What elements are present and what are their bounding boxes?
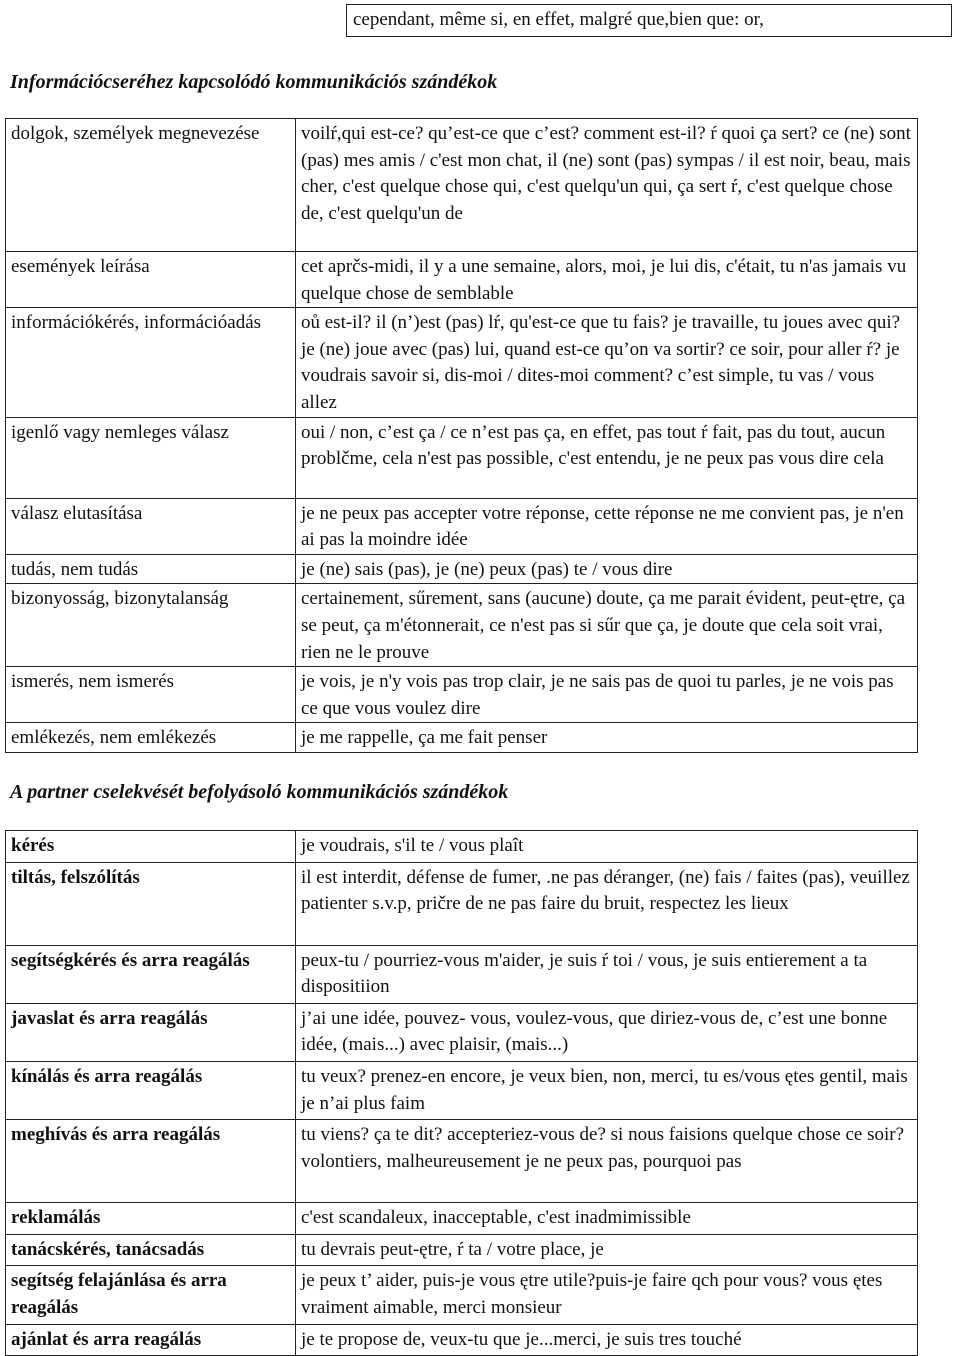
row-label: válasz elutasítása	[6, 498, 296, 554]
table-row	[6, 252, 918, 308]
row-text: certainement, sűrement, sans (aucune) doute, ça me parait évident, peut-ętre, ça se peut, ça m'étonnerait, ce n'est pas si sűr que ça, je doute que cela soit vrai, rien ne le prouve	[296, 584, 918, 667]
row-label: dolgok, személyek megnevezése	[6, 119, 296, 252]
row-label: tanácskérés, tanácsadás	[6, 1234, 296, 1266]
row-label: meghívás és arra reagálás	[6, 1120, 296, 1203]
row-label: segítségkérés és arra reagálás	[6, 945, 296, 1003]
table-row	[6, 584, 918, 667]
row-text: j’ai une idée, pouvez- vous, voulez-vous, que diriez-vous de, c’est une bonne idée, (mais...) avec plaisir, (mais...)	[296, 1003, 918, 1061]
table-row	[6, 1324, 918, 1356]
table-row	[6, 1120, 918, 1203]
top-table	[10, 4, 952, 37]
row-label: segítség felajánlása és arra reagálás	[6, 1266, 296, 1324]
table-row	[6, 308, 918, 417]
row-text: je peux t’ aider, puis-je vous ętre utile?puis-je faire qch pour vous? vous ętes vraiment aimable, merci monsieur	[296, 1266, 918, 1324]
table-row	[6, 119, 918, 252]
section2-title: A partner cselekvését befolyásoló kommunikációs szándékok	[10, 781, 509, 803]
row-text: tu viens? ça te dit? accepteriez-vous de? si nous faisions quelque chose ce soir? volontiers, malheureusement je ne peux pas, pourquoi pas	[296, 1120, 918, 1203]
table-row	[6, 1203, 918, 1235]
row-label: események leírása	[6, 252, 296, 308]
table-row	[6, 1061, 918, 1119]
row-text: peux-tu / pourriez-vous m'aider, je suis ŕ toi / vous, je suis entierement a ta dispositiion	[296, 945, 918, 1003]
row-text: je te propose de, veux-tu que je...merci, je suis tres touché	[296, 1324, 918, 1356]
intents-table-information	[5, 118, 918, 753]
row-text: je (ne) sais (pas), je (ne) peux (pas) te / vous dire	[296, 554, 918, 584]
row-text: je me rappelle, ça me fait penser	[296, 723, 918, 753]
table-row	[6, 831, 918, 863]
row-text: je vois, je n'y vois pas trop clair, je ne sais pas de quoi tu parles, je ne vois pas ce que vous voulez dire	[296, 667, 918, 723]
row-text: tu devrais peut-ętre, ŕ ta / votre place, je	[296, 1234, 918, 1266]
row-label: emlékezés, nem emlékezés	[6, 723, 296, 753]
row-label: kérés	[6, 831, 296, 863]
table-row	[6, 1234, 918, 1266]
table-row	[6, 554, 918, 584]
row-label: reklamálás	[6, 1203, 296, 1235]
top-table-text-cell: cependant, même si, en effet, malgré que,bien que: or,	[347, 5, 952, 37]
row-label: kínálás és arra reagálás	[6, 1061, 296, 1119]
intents-table-partner	[5, 830, 918, 1356]
top-table-row	[10, 5, 952, 37]
table-row	[6, 417, 918, 498]
row-text: oů est-il? il (n’)est (pas) lŕ, qu'est-ce que tu fais? je travaille, tu joues avec qui? je (ne) joue avec (pas) lui, quand est-ce qu’on va sortir? ce soir, pour aller ŕ? je voudrais savoir si, dis-moi / dites-moi comment? c’est simple, tu vas / vous allez	[296, 308, 918, 417]
row-text: tu veux? prenez-en encore, je veux bien, non, merci, tu es/vous ętes gentil, mais je n’ai plus faim	[296, 1061, 918, 1119]
row-label: tudás, nem tudás	[6, 554, 296, 584]
row-label: tiltás, felszólítás	[6, 862, 296, 945]
table-row	[6, 723, 918, 753]
row-text: il est interdit, défense de fumer, .ne pas déranger, (ne) fais / faites (pas), veuillez patienter s.v.p, pričre de ne pas faire du bruit, respectez les lieux	[296, 862, 918, 945]
table-row	[6, 1266, 918, 1324]
row-text: c'est scandaleux, inacceptable, c'est inadmimissible	[296, 1203, 918, 1235]
top-table-empty-cell	[10, 5, 347, 37]
table-row	[6, 945, 918, 1003]
row-text: je ne peux pas accepter votre réponse, cette réponse ne me convient pas, je n'en ai pas la moindre idée	[296, 498, 918, 554]
table-row	[6, 498, 918, 554]
row-text: cet aprčs-midi, il y a une semaine, alors, moi, je lui dis, c'était, tu n'as jamais vu quelque chose de semblable	[296, 252, 918, 308]
row-label: ajánlat és arra reagálás	[6, 1324, 296, 1356]
section1-title: Információcseréhez kapcsolódó kommunikációs szándékok	[10, 71, 498, 93]
row-text: je voudrais, s'il te / vous plaît	[296, 831, 918, 863]
row-label: igenlő vagy nemleges válasz	[6, 417, 296, 498]
row-label: információkérés, információadás	[6, 308, 296, 417]
table-row	[6, 1003, 918, 1061]
row-label: bizonyosság, bizonytalanság	[6, 584, 296, 667]
table-row	[6, 862, 918, 945]
row-label: ismerés, nem ismerés	[6, 667, 296, 723]
row-text: voilŕ,qui est-ce? qu’est-ce que c’est? comment est-il? ŕ quoi ça sert? ce (ne) sont (pas) mes amis / c'est mon chat, il (ne) sont (pas) sympas / il est noir, beau, mais cher, c'est quelque chose qui, c'est quelqu'un qui, ça sert ŕ, c'est quelque chose de, c'est quelqu'un de	[296, 119, 918, 252]
row-label: javaslat és arra reagálás	[6, 1003, 296, 1061]
row-text: oui / non, c’est ça / ce n’est pas ça, en effet, pas tout ŕ fait, pas du tout, aucun problčme, cela n'est pas possible, c'est entendu, je ne peux pas vous dire cela	[296, 417, 918, 498]
table-row	[6, 667, 918, 723]
